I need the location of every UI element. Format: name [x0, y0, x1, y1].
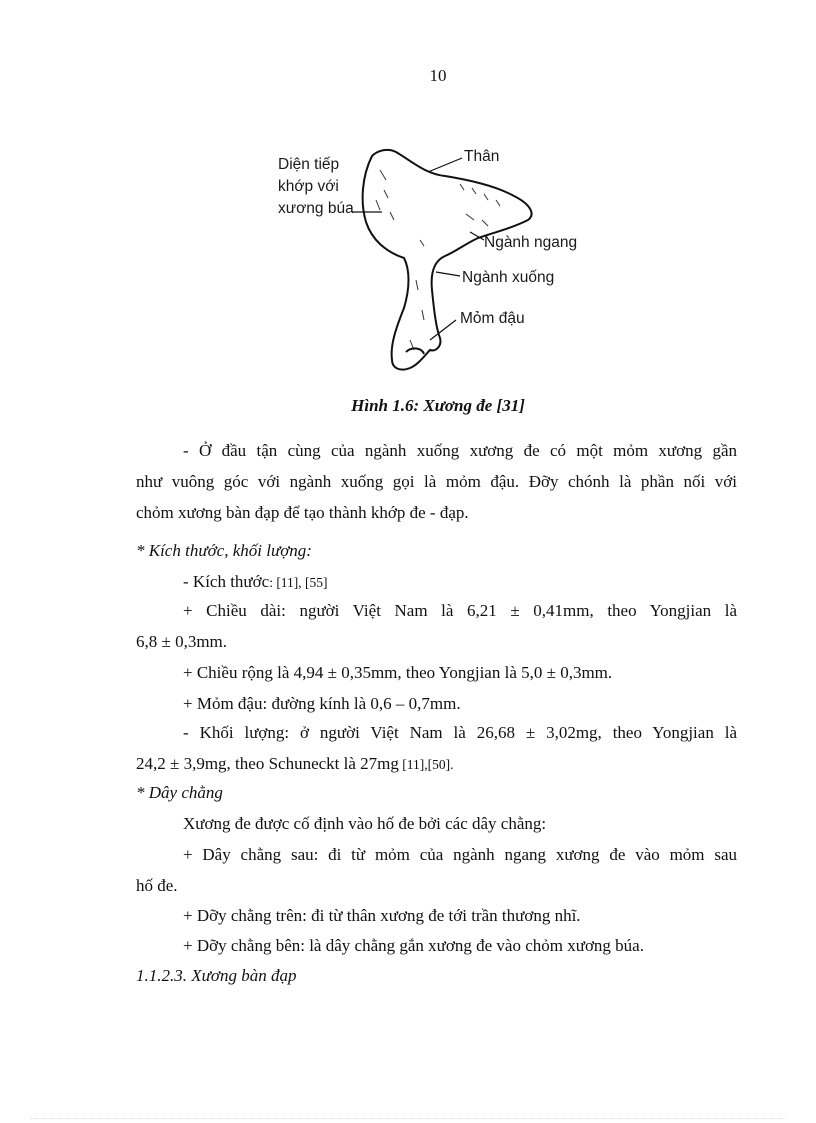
incus-figure: [260, 140, 590, 385]
heading-size-mass: * Kích thước, khối lượng:: [136, 541, 312, 560]
size-label: - Kích thước: [183, 572, 270, 591]
heading-ligaments: * Dây chằng: [136, 783, 223, 802]
paragraph-1-line-3: chỏm xương bàn đạp để tạo thành khớp đe - đạp.: [136, 503, 469, 522]
size-line: [183, 566, 328, 598]
mass-text: 24,2 ± 3,9mg, theo Schuneckt là 27mg: [136, 754, 399, 773]
leader-body: [428, 158, 462, 172]
label-short-process: Ngành ngang: [484, 234, 578, 251]
figure-caption: Hình 1.6: Xương đe [31]: [351, 396, 525, 415]
label-body: Thân: [464, 148, 500, 165]
label-articular-surface-2: khớp với: [278, 178, 339, 195]
lateral-ligament-line: + Dỡy chằng bên: là dây chằng gắn xương đe vào chỏm xương búa.: [183, 936, 644, 955]
posterior-ligament-line-2: hố đe.: [136, 876, 178, 895]
mass-line-2: [136, 748, 454, 780]
lenticular-diameter-line: + Mỏm đậu: đường kính là 0,6 – 0,7mm.: [183, 694, 461, 713]
posterior-ligament-line-1: + Dây chằng sau: đi từ mỏm của ngành ngang xương đe vào mỏm sau: [183, 845, 737, 864]
label-articular-surface-3: xương búa: [278, 200, 354, 217]
ligament-intro: Xương đe được cố định vào hố đe bởi các dây chằng:: [183, 814, 547, 833]
mass-line-1: - Khối lượng: ở người Việt Nam là 26,68 ± 3,02mg, theo Yongjian là: [183, 723, 737, 742]
leader-long-process: [436, 272, 460, 276]
paragraph-1-line-2: như vuông góc với ngành xuống gọi là mỏm đậu. Đỡy chónh là phần nối với: [136, 472, 737, 491]
label-articular-surface-1: Diện tiếp: [278, 156, 340, 173]
incus-bone-outline: [363, 150, 532, 370]
section-heading-stapes: 1.1.2.3. Xương bàn đạp: [136, 966, 297, 985]
superior-ligament-line: + Dỡy chằng trên: đi từ thân xương đe tới trần thương nhĩ.: [183, 906, 581, 925]
label-long-process: Ngành xuống: [462, 269, 555, 286]
width-line: + Chiều rộng là 4,94 ± 0,35mm, theo Yongjian là 5,0 ± 0,3mm.: [183, 663, 613, 682]
length-line-2: 6,8 ± 0,3mm.: [136, 632, 228, 651]
paragraph-1-line-1: - Ở đầu tận cùng của ngành xuống xương đe có một mỏm xương gần: [183, 441, 737, 460]
mass-references: [11],[50].: [398, 757, 454, 772]
page-bottom-edge: [30, 1118, 786, 1119]
page-number: 10: [429, 66, 447, 85]
length-line-1: + Chiều dài: người Việt Nam là 6,21 ± 0,41mm, theo Yongjian là: [183, 601, 737, 620]
label-lenticular-process: Mỏm đậu: [460, 310, 525, 327]
size-references: : [11], [55]: [269, 575, 328, 590]
